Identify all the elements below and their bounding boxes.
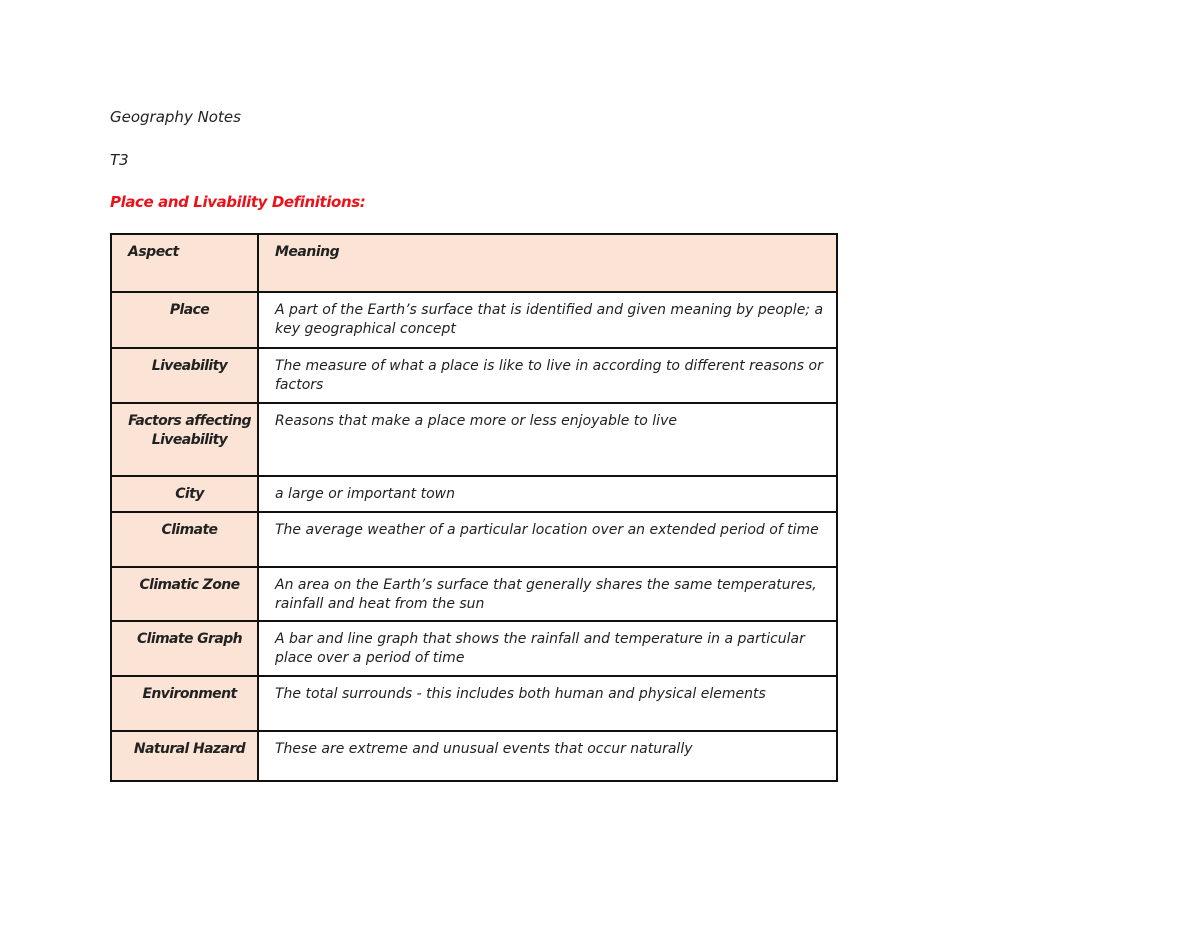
header-meaning: Meaning	[258, 234, 837, 292]
meaning-cell: a large or important town	[258, 476, 837, 512]
aspect-cell: Climatic Zone	[111, 567, 258, 621]
header-aspect: Aspect	[111, 234, 258, 292]
table-row	[111, 292, 837, 348]
meaning-cell: The measure of what a place is like to live in according to different reasons or factors	[258, 348, 837, 403]
section-heading: Place and Livability Definitions:	[110, 193, 366, 211]
aspect-cell: Environment	[111, 676, 258, 731]
meaning-cell: Reasons that make a place more or less enjoyable to live	[258, 403, 837, 476]
meaning-cell: A part of the Earth’s surface that is identified and given meaning by people; a key geographical concept	[258, 292, 837, 348]
table-row	[111, 621, 837, 676]
table-header-row	[111, 234, 837, 292]
table-row	[111, 731, 837, 781]
meaning-cell: These are extreme and unusual events that occur naturally	[258, 731, 837, 781]
definitions-table	[110, 233, 838, 782]
meaning-cell: An area on the Earth’s surface that generally shares the same temperatures, rainfall and heat from the sun	[258, 567, 837, 621]
aspect-cell: Place	[111, 292, 258, 348]
table-row	[111, 348, 837, 403]
document-code: T3	[110, 151, 129, 169]
aspect-cell: Natural Hazard	[111, 731, 258, 781]
table-row	[111, 403, 837, 476]
aspect-cell: Liveability	[111, 348, 258, 403]
meaning-cell: The total surrounds - this includes both human and physical elements	[258, 676, 837, 731]
meaning-cell: A bar and line graph that shows the rainfall and temperature in a particular place over a period of time	[258, 621, 837, 676]
aspect-cell: Climate	[111, 512, 258, 567]
table-row	[111, 512, 837, 567]
aspect-cell: Climate Graph	[111, 621, 258, 676]
table-row	[111, 567, 837, 621]
table-row	[111, 676, 837, 731]
aspect-cell: Factors affecting Liveability	[111, 403, 258, 476]
aspect-cell: City	[111, 476, 258, 512]
meaning-cell: The average weather of a particular location over an extended period of time	[258, 512, 837, 567]
table-row	[111, 476, 837, 512]
document-title: Geography Notes	[110, 108, 241, 126]
